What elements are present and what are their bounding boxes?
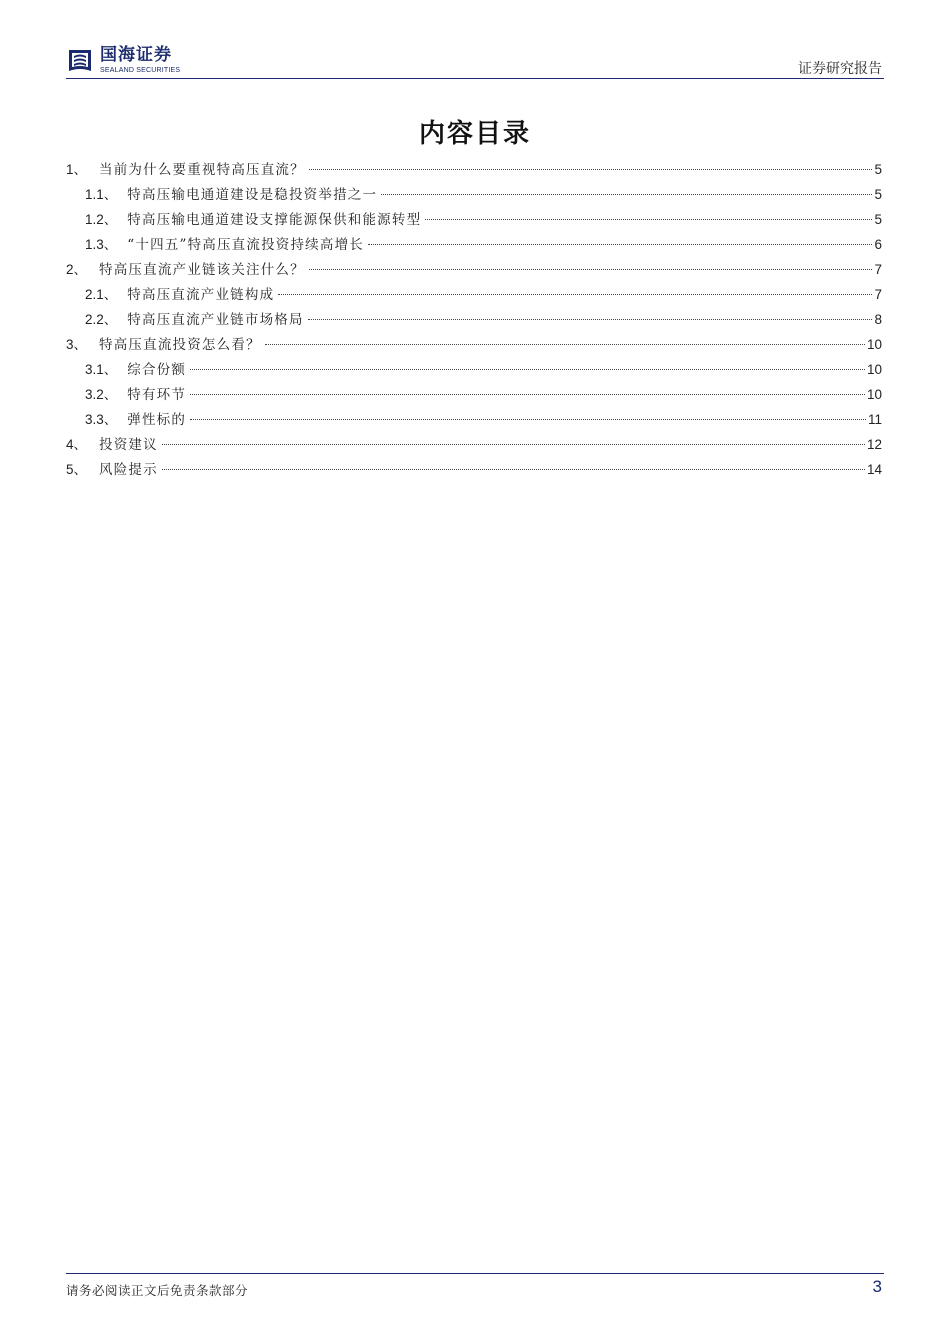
toc-entry-page[interactable]: 5: [874, 212, 882, 227]
toc-entry-number: 3.1: [85, 362, 104, 377]
toc-entry-label[interactable]: 特高压输电通道建设是稳投资举措之一: [127, 187, 378, 203]
toc-entry[interactable]: [66, 157, 882, 182]
footer-divider: [66, 1273, 884, 1274]
toc-entry-label[interactable]: 特高压直流产业链构成: [127, 287, 275, 303]
toc-entry[interactable]: [66, 407, 882, 432]
footer-disclaimer: 请务必阅读正文后免责条款部分: [66, 1283, 249, 1298]
toc-entry-label[interactable]: 特有环节: [127, 387, 187, 403]
toc-dot-leader: [190, 419, 866, 420]
toc-entry-separator: 、: [103, 387, 118, 403]
toc-entry[interactable]: [66, 457, 882, 482]
toc-title: 内容目录: [418, 119, 531, 149]
toc-entry-page[interactable]: 12: [866, 437, 882, 452]
toc-entry-label[interactable]: “十四五”特高压直流投资持续高增长: [127, 237, 364, 253]
toc-entry-separator: 、: [103, 187, 118, 203]
toc-entry-number: 4: [66, 437, 74, 452]
toc-entry-page[interactable]: 14: [866, 462, 882, 477]
toc-entry-page[interactable]: 5: [874, 162, 882, 177]
toc-entry-separator: 、: [73, 262, 88, 278]
toc-entry-page[interactable]: 11: [867, 412, 882, 427]
toc-entry-page[interactable]: 10: [866, 362, 882, 377]
toc-entry-number: 2.2: [85, 312, 104, 327]
toc-entry-separator: 、: [103, 362, 118, 378]
toc-entry-page[interactable]: 10: [866, 387, 882, 402]
toc-entry-number: 1.3: [85, 237, 104, 252]
toc-entry-separator: 、: [73, 162, 88, 178]
toc-entry-label[interactable]: 特高压直流产业链该关注什么？: [99, 262, 305, 278]
toc-entry-number: 1.2: [85, 212, 104, 227]
page-header: [66, 40, 884, 80]
toc-entry-page[interactable]: 10: [866, 337, 882, 352]
toc-entry-label[interactable]: 弹性标的: [127, 412, 187, 428]
toc-entry-separator: 、: [103, 287, 118, 303]
toc-dot-leader: [190, 394, 865, 395]
page-number: 3: [872, 1277, 882, 1296]
toc-entry-separator: 、: [103, 312, 118, 328]
toc-entry-label[interactable]: 投资建议: [99, 437, 158, 453]
document-type-label: 证券研究报告: [798, 61, 882, 77]
toc-entry-label[interactable]: 特高压直流产业链市场格局: [127, 312, 304, 328]
toc-dot-leader: [278, 294, 872, 295]
company-logo: [66, 44, 180, 76]
toc-entry-page[interactable]: 7: [874, 262, 882, 277]
logo-text: [100, 44, 181, 74]
toc-entry[interactable]: [66, 357, 882, 382]
toc-dot-leader: [368, 244, 873, 245]
toc-entry-separator: 、: [73, 337, 88, 353]
toc-entry-number: 1: [66, 162, 74, 177]
toc-entry-separator: 、: [73, 437, 88, 453]
toc-entry[interactable]: [66, 332, 882, 357]
toc-entry-separator: 、: [103, 237, 118, 253]
toc-entry-label[interactable]: 当前为什么要重视特高压直流？: [99, 162, 305, 178]
toc-entry-separator: 、: [103, 412, 118, 428]
toc-entry[interactable]: [66, 207, 882, 232]
toc-entry-page[interactable]: 6: [874, 237, 882, 252]
toc-dot-leader: [265, 344, 865, 345]
toc-entry-number: 5: [66, 462, 74, 477]
toc-dot-leader: [190, 369, 865, 370]
toc-entry[interactable]: [66, 182, 882, 207]
toc-dot-leader: [309, 269, 873, 270]
toc-entry-number: 3.2: [85, 387, 104, 402]
toc-entry-number: 2.1: [85, 287, 104, 302]
toc-entry[interactable]: [66, 257, 882, 282]
toc-entry-separator: 、: [73, 462, 88, 478]
toc-entry-number: 3: [66, 337, 74, 352]
toc-entry-page[interactable]: 7: [874, 287, 882, 302]
toc-entry-number: 2: [66, 262, 74, 277]
toc-entry[interactable]: [66, 382, 882, 407]
sealand-logo-icon: [66, 46, 94, 74]
toc-entry[interactable]: [66, 432, 882, 457]
toc-entry-number: 1.1: [85, 187, 104, 202]
logo-english-name: SEALAND SECURITIES: [100, 66, 181, 74]
header-divider: [66, 78, 884, 79]
logo-chinese-name: 国海证券: [100, 44, 172, 65]
toc-entry-page[interactable]: 5: [874, 187, 882, 202]
toc-entry[interactable]: [66, 307, 882, 332]
toc-entry-label[interactable]: 特高压输电通道建设支撑能源保供和能源转型: [127, 212, 422, 228]
toc-entry-separator: 、: [103, 212, 118, 228]
toc-entry-number: 3.3: [85, 412, 104, 427]
toc-entry-page[interactable]: 8: [874, 312, 882, 327]
toc-dot-leader: [308, 319, 873, 320]
toc-dot-leader: [425, 219, 872, 220]
toc-dot-leader: [162, 444, 865, 445]
toc-entry[interactable]: [66, 282, 882, 307]
toc-entry[interactable]: [66, 232, 882, 257]
toc-dot-leader: [381, 194, 872, 195]
toc-entry-label[interactable]: 特高压直流投资怎么看？: [99, 337, 261, 353]
toc-entry-label[interactable]: 风险提示: [99, 462, 158, 478]
toc-dot-leader: [162, 469, 865, 470]
table-of-contents: [66, 157, 882, 482]
toc-entry-label[interactable]: 综合份额: [127, 362, 187, 378]
toc-dot-leader: [309, 169, 873, 170]
